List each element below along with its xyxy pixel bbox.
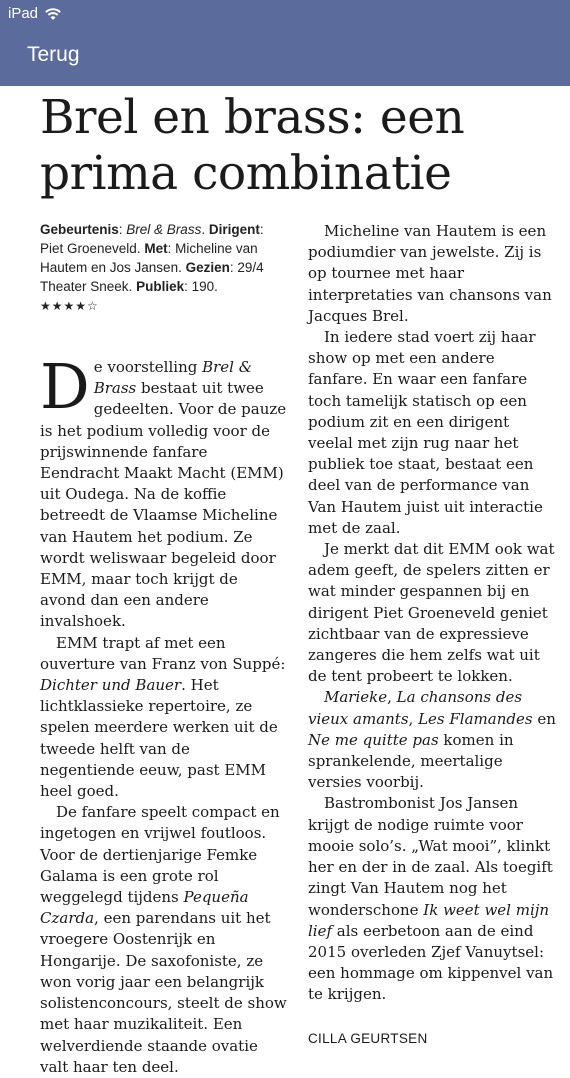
audience-value: 190.	[191, 279, 218, 294]
back-button[interactable]: Terug	[27, 43, 80, 66]
paragraph-4: Micheline van Hautem is een podiumdier van jewelste. Zij is op tournee met haar interpretaties van chansons van Jacques Brel.	[308, 222, 552, 325]
paragraph-6: Je merkt dat dit EMM ook wat adem geeft, de spelers zitten er wat minder gespannen bij en dirigent Piet Groeneveld geniet zichtbaar van de expressieve zangeres die hem zelfs wat uit de tent probeert te lokken.	[308, 540, 555, 686]
italic-title: Dichter und Bauer	[40, 676, 182, 695]
paragraph-5: In iedere stad voert zij haar show op met een andere fanfare. En waar een fanfare toch tamelijk statisch op een podium zit en een dirigent veelal met zijn rug naar het publiek toe staat, bestaat een deel van de performance van Van Hautem juist uit interactie met de zaal.	[308, 328, 543, 537]
paragraph-1	[40, 350, 288, 633]
italic-title: Ik weet wel mijn lief	[308, 900, 550, 940]
text-run: e voorstelling	[93, 358, 203, 376]
italic-title: Ne me quitte pas	[308, 730, 439, 749]
conductor-label: Dirigent	[208, 222, 260, 237]
text-run: bestaat uit twee gedeelten. Voor de pauze is het podium volledig voor de prijswinnende fanfare Eendracht Maakt Macht (EMM) uit Oudega. Na de koffie betreedt de Vlaamse Micheline van Hautem het podium. Ze wordt weliswaar begeleid door EMM, maar toch krijgt de avond dan een andere invalshoek.	[40, 379, 287, 631]
text-run: , een parendans uit het vroegere Oostenrijk en Hongarije. De saxofoniste, ze won vorig jaar een belangrijk solistenconcours, steelt de show met haar muzikaliteit. Een welverdiende staande ovatie valt haar ten deel.	[40, 909, 287, 1076]
status-bar	[8, 5, 62, 22]
seen-label: Gezien	[185, 260, 230, 275]
drop-cap: D	[40, 350, 90, 423]
paragraph-3	[40, 802, 288, 1078]
article-column-2	[308, 221, 558, 1049]
text-run: Bastrombonist Jos Jansen krijgt de nodige ruimte voor mooie solo’s. „Wat mooi”, klinkt her en der in de zaal. Als toegift zingt Van Hautem nog het wonderschone	[308, 794, 553, 919]
paragraph-2	[40, 633, 288, 803]
article-column-1	[40, 350, 288, 1078]
seen-value: 29/4 Theater Sneek	[40, 260, 264, 294]
italic-title: Pequeña Czarda	[40, 888, 249, 928]
device-label: iPad	[8, 5, 39, 22]
italic-title: Marieke	[324, 688, 388, 707]
text-run: EMM trapt af met een ouverture van Franz von Suppé:	[40, 633, 286, 673]
wifi-icon	[44, 7, 62, 21]
event-label: Gebeurtenis	[40, 222, 119, 237]
italic-title: Les Flamandes	[418, 709, 533, 728]
article-headline: Brel en brass: een prima combinatie	[40, 90, 465, 201]
rating-stars: ★★★★☆	[40, 299, 99, 313]
text-run: als eerbetoon aan de eind 2015 overleden Zjef Vanuytsel: een hommage om kippenvel van te krijgen.	[308, 921, 554, 1004]
text-run: komen in sprankelende, meertalige versies voorbij.	[308, 730, 514, 792]
with-value: Micheline van Hautem en Jos Jansen	[40, 241, 258, 275]
paragraph-7	[308, 687, 558, 793]
paragraph-8	[308, 793, 558, 1005]
conductor-value: Piet Groeneveld	[40, 241, 137, 256]
italic-title: La chansons des vieux amants	[308, 688, 523, 728]
top-bar	[0, 0, 570, 86]
text-run: ,	[387, 688, 397, 707]
text-run: De fanfare speelt compact en ingetogen en vrijwel foutloos. Voor de dertienjarige Femke Galama is een grote rol weggelegd tijdens	[40, 803, 280, 907]
with-label: Met	[144, 241, 168, 256]
article-meta: Gebeurtenis: Brel & Brass. Dirigent: Piet Groeneveld. Met: Micheline van Hautem en Jos Jansen. Gezien: 29/4 Theater Sneek. Publiek: 190. ★★★★☆	[40, 222, 264, 313]
audience-label: Publiek	[136, 279, 185, 294]
italic-title: Brel & Brass	[93, 358, 253, 398]
text-run: ,	[408, 709, 419, 728]
text-run: en	[532, 709, 556, 728]
text-run: . Het lichtklassieke repertoire, ze spelen meerdere werken uit de tweede helft van de negentiende eeuw, past EMM heel goed.	[40, 676, 278, 801]
author-byline: CILLA GEURTSEN	[308, 1030, 428, 1046]
event-value: Brel & Brass	[126, 222, 202, 237]
